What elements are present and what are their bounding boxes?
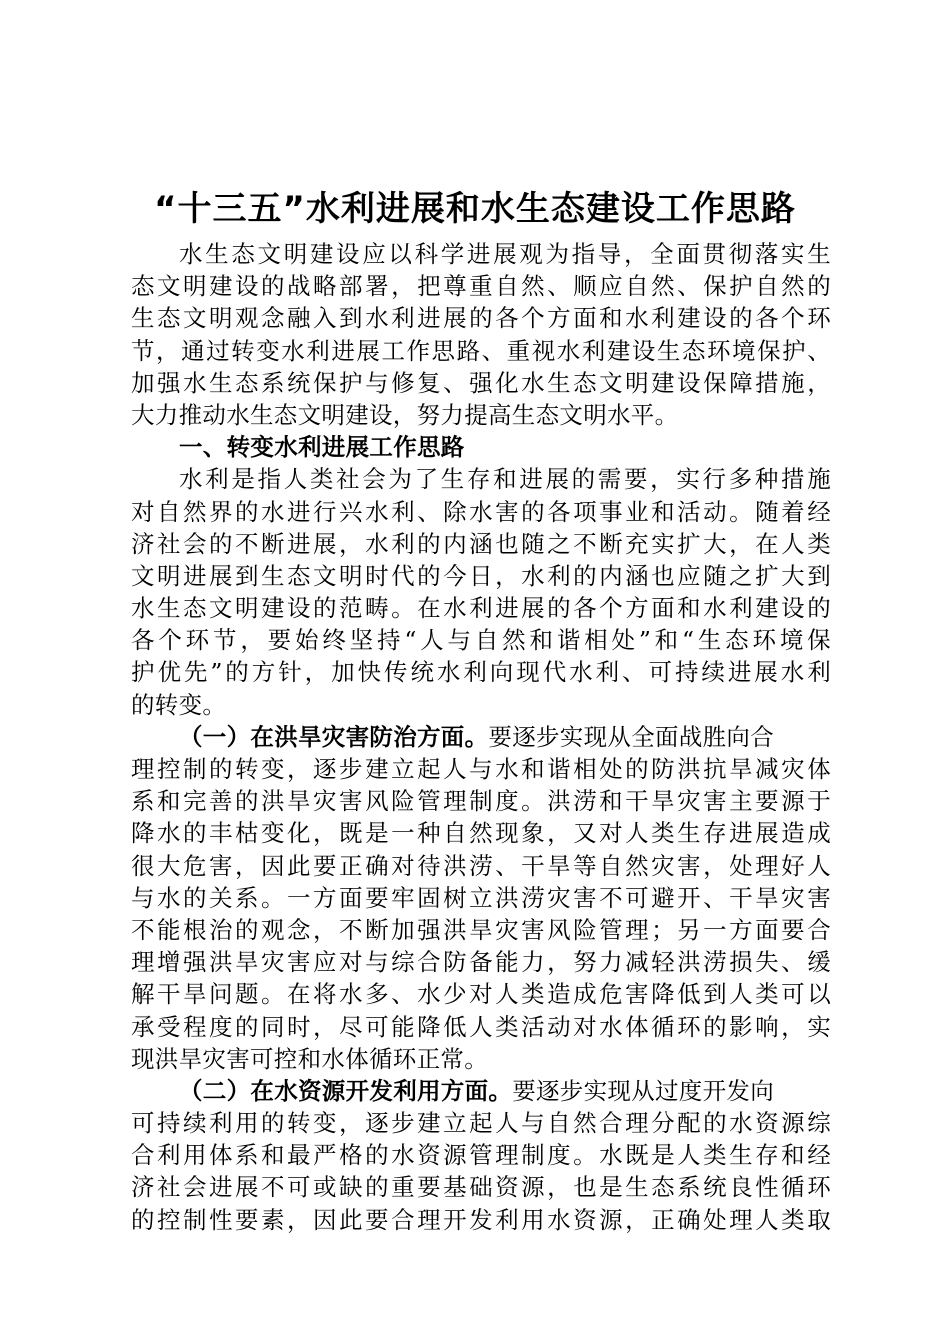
text-line: 的转变。 [131,690,227,719]
text-line: 护优先”的方针，加快传统水利向现代水利、可持续进展水利 [131,658,831,687]
text-line: 各个环节，要始终坚持“人与自然和谐相处”和“生态环境保 [131,626,831,655]
text-line: 的控制性要素，因此要合理开发利用水资源，正确处理人类取 [131,1205,831,1234]
subsection-first-line [131,1075,831,1107]
text-line: 水生态文明建设应以科学进展观为指导，全面贯彻落实生 [179,240,831,268]
text-line: 解干旱问题。在将水多、水少对人类造成危害降低到人类可以 [131,980,831,1009]
text-line: 节，通过转变水利进展工作思路、重视水利建设生态环境保护、 [131,336,831,365]
text-line: 态文明建设的战略部署，把尊重自然、顺应自然、保护自然的 [131,272,831,301]
text-run: 要逐步实现从过度开发向 [512,1076,775,1105]
text-line: 与水的关系。一方面要牢固树立洪涝灾害不可避开、干旱灾害 [131,883,831,912]
text-line: 水利是指人类社会为了生存和进展的需要，实行多种措施 [179,465,831,494]
text-line: 济社会的不断进展，水利的内涵也随之不断充实扩大，在人类 [131,529,831,558]
text-line: 大力推动水生态文明建设，努力提高生态文明水平。 [131,400,679,429]
document-title: “十三五”水利进展和水生态建设工作思路 [154,189,796,229]
text-line: 生态文明观念融入到水利进展的各个方面和水利建设的各个环 [131,304,831,333]
text-line: 对自然界的水进行兴水利、除水害的各项事业和活动。随着经 [131,497,831,526]
text-line: 现洪旱灾害可控和水体循环正常。 [131,1044,488,1073]
text-line: 不能根治的观念，不断加强洪旱灾害风险管理；另一方面要合 [131,915,831,944]
text-line: 很大危害，因此要正确对待洪涝、干旱等自然灾害，处理好人 [131,851,831,880]
subsection-heading: （一）在洪旱灾害防治方面。 [179,722,489,751]
text-line: 加强水生态系统保护与修复、强化水生态文明建设保障措施， [131,368,831,397]
document-body [131,238,831,1236]
text-line: 文明进展到生态文明时代的今日，水利的内涵也应随之扩大到 [131,561,831,590]
subsection-first-line [131,721,831,753]
text-line: 系和完善的洪旱灾害风险管理制度。洪涝和干旱灾害主要源于 [131,787,831,816]
text-line: 合利用体系和最严格的水资源管理制度。水既是人类生存和经 [131,1141,831,1170]
text-line: 可持续利用的转变，逐步建立起人与自然合理分配的水资源综 [131,1109,831,1138]
section-heading: 一、转变水利进展工作思路 [179,433,465,462]
text-line: 降水的丰枯变化，既是一种自然现象，又对人类生存进展造成 [131,819,831,848]
text-line: 理控制的转变，逐步建立起人与水和谐相处的防洪抗旱减灾体 [131,755,831,783]
text-line: 理增强洪旱灾害应对与综合防备能力，努力减轻洪涝损失、缓 [131,948,831,977]
subsection-heading: （二）在水资源开发利用方面。 [179,1076,513,1105]
text-line: 济社会进展不可或缺的重要基础资源，也是生态系统良性循环 [131,1173,831,1202]
text-line: 承受程度的同时，尽可能降低人类活动对水体循环的影响，实 [131,1012,831,1041]
text-run: 要逐步实现从全面战胜向合 [488,722,775,751]
text-line: 水生态文明建设的范畴。在水利进展的各个方面和水利建设的 [131,594,831,623]
